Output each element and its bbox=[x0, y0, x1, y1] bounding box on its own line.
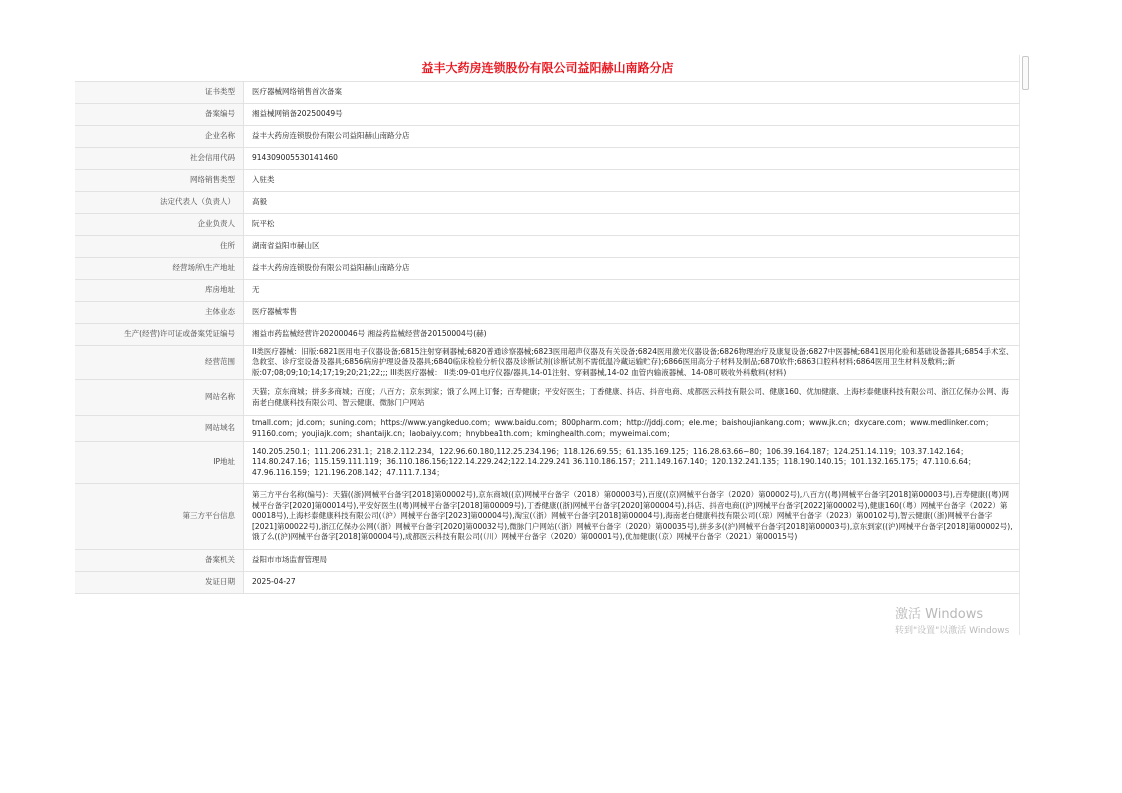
table-row bbox=[75, 484, 1020, 550]
scrollbar[interactable] bbox=[1022, 56, 1029, 90]
field-value: 914309005530141460 bbox=[244, 148, 1021, 170]
field-label: 主体业态 bbox=[75, 302, 244, 324]
table-row bbox=[75, 442, 1020, 484]
field-value: 益丰大药房连锁股份有限公司益阳赫山南路分店 bbox=[244, 126, 1021, 148]
field-label: 备案编号 bbox=[75, 104, 244, 126]
field-value: 湖南省益阳市赫山区 bbox=[244, 236, 1021, 258]
field-value: 医疗器械网络销售首次备案 bbox=[244, 82, 1021, 104]
field-label: 网站域名 bbox=[75, 416, 244, 442]
table-row bbox=[75, 302, 1020, 324]
field-label: 企业名称 bbox=[75, 126, 244, 148]
table-row bbox=[75, 126, 1020, 148]
table-row bbox=[75, 236, 1020, 258]
table-row bbox=[75, 280, 1020, 302]
field-label: 经营场所\生产地址 bbox=[75, 258, 244, 280]
table-row bbox=[75, 214, 1020, 236]
page-title: 益丰大药房连锁股份有限公司益阳赫山南路分店 bbox=[421, 61, 674, 75]
watermark-line2: 转到"设置"以激活 Windows bbox=[895, 626, 1010, 636]
field-value: 天猫；京东商城；拼多多商城；百度；八百方；京东到家；饿了么网上订餐；百寿健康；平安好医生；丁香健康、抖店、抖音电商、成都医云科技有限公司、健康160、优加健康、上海杉泰健康科技有限公司、浙江亿保办公网、海南老白健康科技有限公司、智云健康、微脉门户网站 bbox=[244, 380, 1021, 416]
field-label: 证书类型 bbox=[75, 82, 244, 104]
field-value: 高毅 bbox=[244, 192, 1021, 214]
field-value: 医疗器械零售 bbox=[244, 302, 1021, 324]
field-label: 社会信用代码 bbox=[75, 148, 244, 170]
watermark-line1: 激活 Windows bbox=[895, 607, 984, 622]
field-label: 网络销售类型 bbox=[75, 170, 244, 192]
table-row bbox=[75, 104, 1020, 126]
table-row bbox=[75, 550, 1020, 572]
field-label: 法定代表人（负责人） bbox=[75, 192, 244, 214]
table-row bbox=[75, 82, 1020, 104]
windows-activation-watermark bbox=[895, 607, 1009, 638]
table-row bbox=[75, 380, 1020, 416]
field-value: II类医疗器械：旧版:6821医用电子仪器设备;6815注射穿刺器械;6820普通诊察器械;6823医用超声仪器及有关设备;6824医用激光仪器设备;6826物理治疗及康复设备;6827中医器械;6841医用化验和基础设备器具;6854手术室、急救室、诊疗室设备及器具;6856病房护理设备及器具;6840临床检验分析仪器及诊断试剂(诊断试剂不需低温冷藏运输贮存);6866医用高分子材料及制品;6870软件;6863口腔科材料;6864医用卫生材料及敷料;;新版:07;08;09;10;14;17;19;20;21;22;;; III类医疗器械： II类:09-01电疗仪器/器具,14-01注射、穿刺器械,14-02 血管内输液器械、14-08可吸收外科敷料(材料) bbox=[244, 346, 1021, 380]
table-row bbox=[75, 416, 1020, 442]
table-row bbox=[75, 258, 1020, 280]
field-value: 益阳市市场监督管理局 bbox=[244, 550, 1021, 572]
field-value: 无 bbox=[244, 280, 1021, 302]
record-table bbox=[75, 81, 1020, 594]
field-value: 阮平松 bbox=[244, 214, 1021, 236]
field-label: IP地址 bbox=[75, 442, 244, 484]
table-row bbox=[75, 148, 1020, 170]
field-label: 发证日期 bbox=[75, 572, 244, 594]
field-value: 入驻类 bbox=[244, 170, 1021, 192]
field-label: 备案机关 bbox=[75, 550, 244, 572]
field-label: 第三方平台信息 bbox=[75, 484, 244, 550]
field-label: 生产(经营)许可证或备案凭证编号 bbox=[75, 324, 244, 346]
certificate-record bbox=[75, 55, 1020, 594]
table-row bbox=[75, 324, 1020, 346]
table-row bbox=[75, 572, 1020, 594]
field-value: tmall.com；jd.com；suning.com；https://www.yangkeduo.com；www.baidu.com；800pharm.com；http://jddj.com；ele.me；baishoujiankang.com；www.jk.cn；dxycare.com；www.medlinker.com；91160.com；youjiajk.com；shantaijk.cn；laobaiyy.com；hnybbea1th.com；kminghealth.com；myweimai.com； bbox=[244, 416, 1021, 442]
field-value: 2025-04-27 bbox=[244, 572, 1021, 594]
field-label: 网站名称 bbox=[75, 380, 244, 416]
field-value: 益丰大药房连锁股份有限公司益阳赫山南路分店 bbox=[244, 258, 1021, 280]
field-label: 住所 bbox=[75, 236, 244, 258]
table-row bbox=[75, 192, 1020, 214]
field-label: 企业负责人 bbox=[75, 214, 244, 236]
field-value: 湘益市药监械经营许20200046号 湘益药监械经营备20150004号(赫) bbox=[244, 324, 1021, 346]
field-value: 第三方平台名称(编号)：天猫((浙)网械平台备字[2018]第00002号),京东商城((京)网械平台备字（2018）第00003号),百度((京)网械平台备字（2020）第00002号),八百方((粤)网械平台备字[2018]第00003号),百寿健康((粤)网械平台备字[2020]第00014号),平安好医生((粤)网械平台备字[2018]第00009号),丁香健康((浙)网械平台备字[2020]第00004号),抖店、抖音电商((沪)网械平台备字[2022]第00002号),健康160(（粤）网械平台备字（2022）第00018号),上海杉泰健康科技有限公司(（沪）网械平台备字[2023]第00004号),淘宝(（浙）网械平台备字[2018]第00004号),海南老白健康科技有限公司(（琼）网械平台备字（2023）第00102号),智云健康(（浙)网械平台备字[2021]第00022号),浙江亿保办公网(（浙）网械平台备字[2020]第00032号),微脉门户网站(（浙）网械平台备字（2020）第00035号),拼多多((沪)网械平台备字[2018]第00003号),京东到家((沪)网械平台备字[2018]第00002号),饿了么((沪)网械平台备字[2018]第00004号),成都医云科技有限公司(（川）网械平台备字（2020）第00001号),优加健康(（京）网械平台备字（2021）第00015号) bbox=[244, 484, 1021, 550]
field-value: 湘益械网销备20250049号 bbox=[244, 104, 1021, 126]
table-row bbox=[75, 346, 1020, 380]
field-value: 140.205.250.1；111.206.231.1；218.2.112.234，122.96.60.180,112.25.234.196；118.126.69.55；61.135.169.125；116.28.63.66~80；106.39.164.187；124.251.14.119；103.37.142.164；114.80.247.16；115.159.111.119；36.110.186.156;122.14.229.242;122.14.229.241 36.110.186.157；211.149.167.140；120.132.241.135；118.190.140.15；101.132.165.175；47.110.6.64；47.96.116.159；121.196.208.142；47.111.7.134； bbox=[244, 442, 1021, 484]
field-label: 经营范围 bbox=[75, 346, 244, 380]
table-row bbox=[75, 170, 1020, 192]
field-label: 库房地址 bbox=[75, 280, 244, 302]
